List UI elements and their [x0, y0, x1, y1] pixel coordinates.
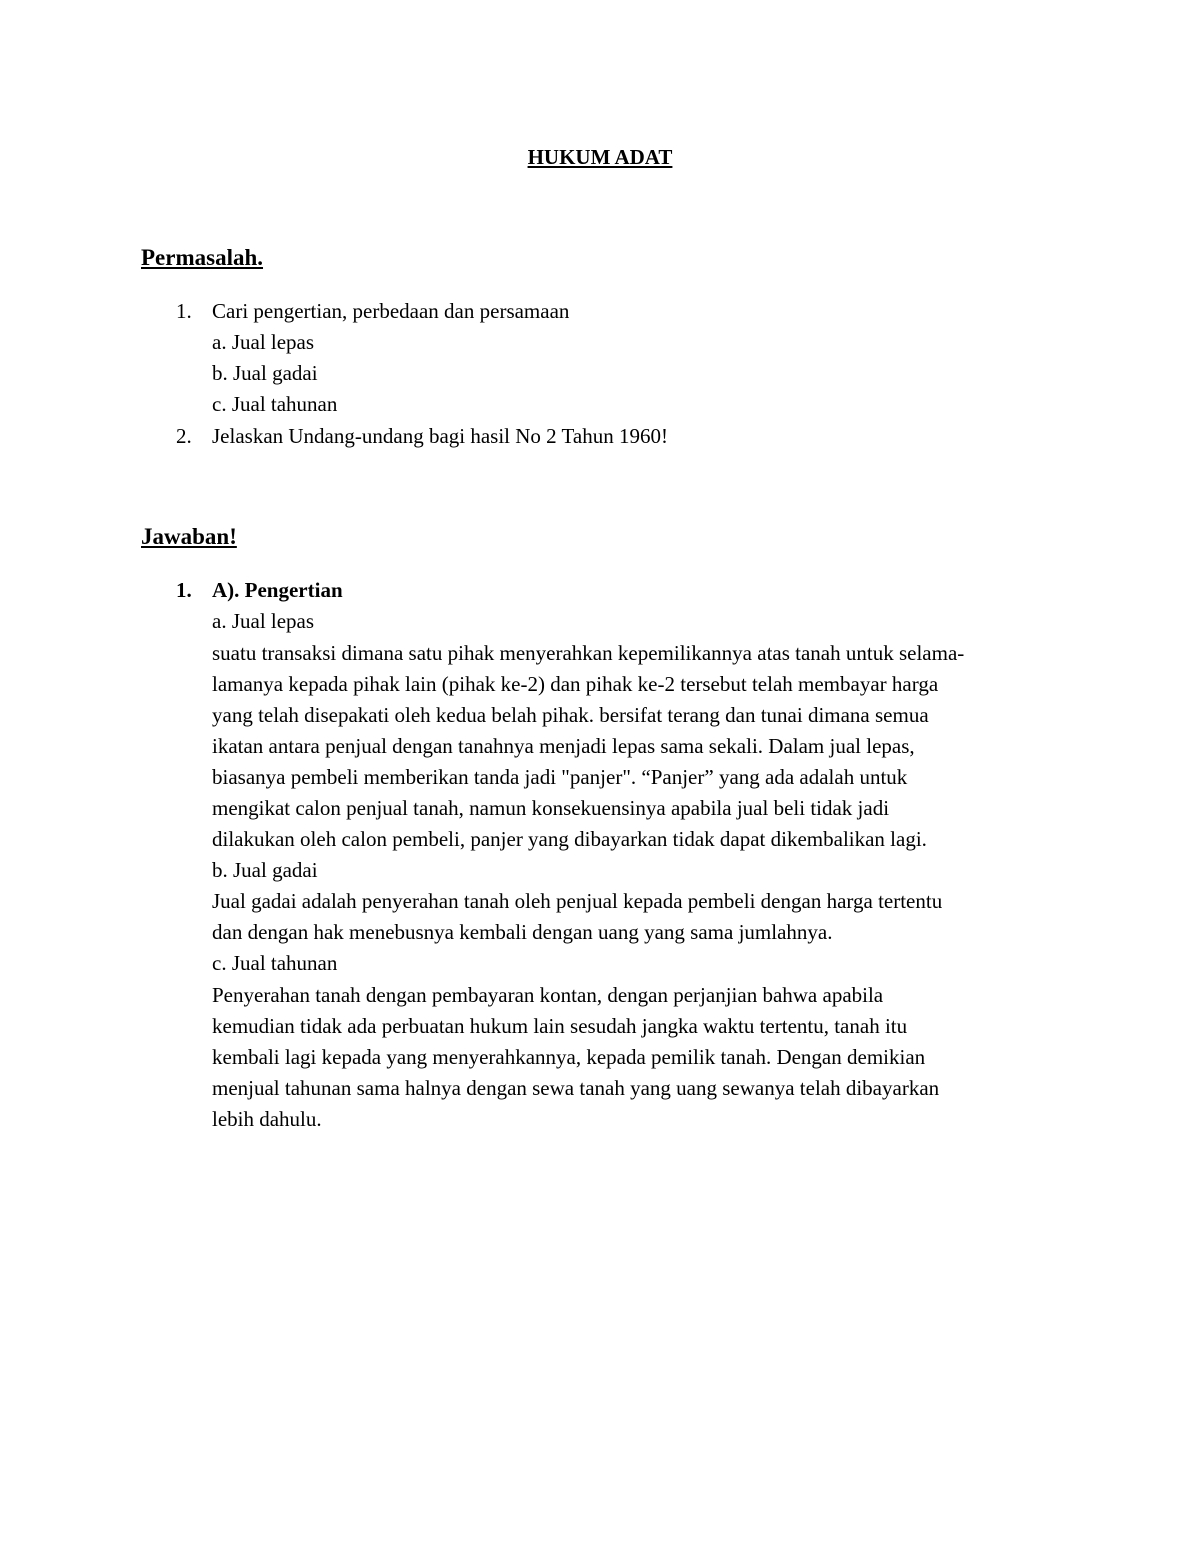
- jawaban-line: biasanya pembeli memberikan tanda jadi "panjer". “Panjer” yang ada adalah untuk: [212, 765, 908, 789]
- jawaban-subheading: A). Pengertian: [212, 578, 343, 602]
- jawaban-line: Jual gadai adalah penyerahan tanah oleh penjual kepada pembeli dengan harga tertentu: [212, 889, 943, 913]
- jawaban-line: dan dengan hak menebusnya kembali dengan uang yang sama jumlahnya.: [212, 920, 833, 944]
- permasalah-item-2-text: Jelaskan Undang-undang bagi hasil No 2 Tahun 1960!: [212, 424, 668, 448]
- permasalah-item-2-number: 2.: [176, 424, 192, 448]
- jawaban-line: ikatan antara penjual dengan tanahnya menjadi lepas sama sekali. Dalam jual lepas,: [212, 734, 915, 758]
- jawaban-line: Penyerahan tanah dengan pembayaran kontan, dengan perjanjian bahwa apabila: [212, 983, 884, 1007]
- jawaban-line: b. Jual gadai: [212, 858, 318, 882]
- jawaban-line: suatu transaksi dimana satu pihak menyerahkan kepemilikannya atas tanah untuk selama-: [212, 641, 965, 665]
- jawaban-line: yang telah disepakati oleh kedua belah pihak. bersifat terang dan tunai dimana semua: [212, 703, 929, 727]
- jawaban-line: c. Jual tahunan: [212, 951, 338, 975]
- jawaban-line: dilakukan oleh calon pembeli, panjer yang dibayarkan tidak dapat dikembalikan lagi.: [212, 827, 927, 851]
- jawaban-line: mengikat calon penjual tanah, namun konsekuensinya apabila jual beli tidak jadi: [212, 796, 890, 820]
- jawaban-item-1-number: 1.: [176, 578, 192, 602]
- jawaban-line: a. Jual lepas: [212, 609, 315, 633]
- jawaban-line: kemudian tidak ada perbuatan hukum lain sesudah jangka waktu tertentu, tanah itu: [212, 1014, 908, 1038]
- permasalah-heading: Permasalah.: [141, 245, 264, 270]
- jawaban-line: kembali lagi kepada yang menyerahkannya, kepada pemilik tanah. Dengan demikian: [212, 1045, 926, 1069]
- document-title: HUKUM ADAT: [527, 145, 673, 169]
- jawaban-line: menjual tahunan sama halnya dengan sewa tanah yang uang sewanya telah dibayarkan: [212, 1076, 940, 1100]
- jawaban-line: lebih dahulu.: [212, 1107, 322, 1131]
- permasalah-subitem-c: c. Jual tahunan: [212, 392, 338, 416]
- permasalah-subitem-b: b. Jual gadai: [212, 361, 318, 385]
- permasalah-item-1-number: 1.: [176, 299, 192, 323]
- jawaban-heading: Jawaban!: [141, 524, 237, 549]
- permasalah-subitem-a: a. Jual lepas: [212, 330, 315, 354]
- permasalah-item-1-text: Cari pengertian, perbedaan dan persamaan: [212, 299, 570, 323]
- jawaban-line: lamanya kepada pihak lain (pihak ke-2) dan pihak ke-2 tersebut telah membayar harga: [212, 672, 939, 696]
